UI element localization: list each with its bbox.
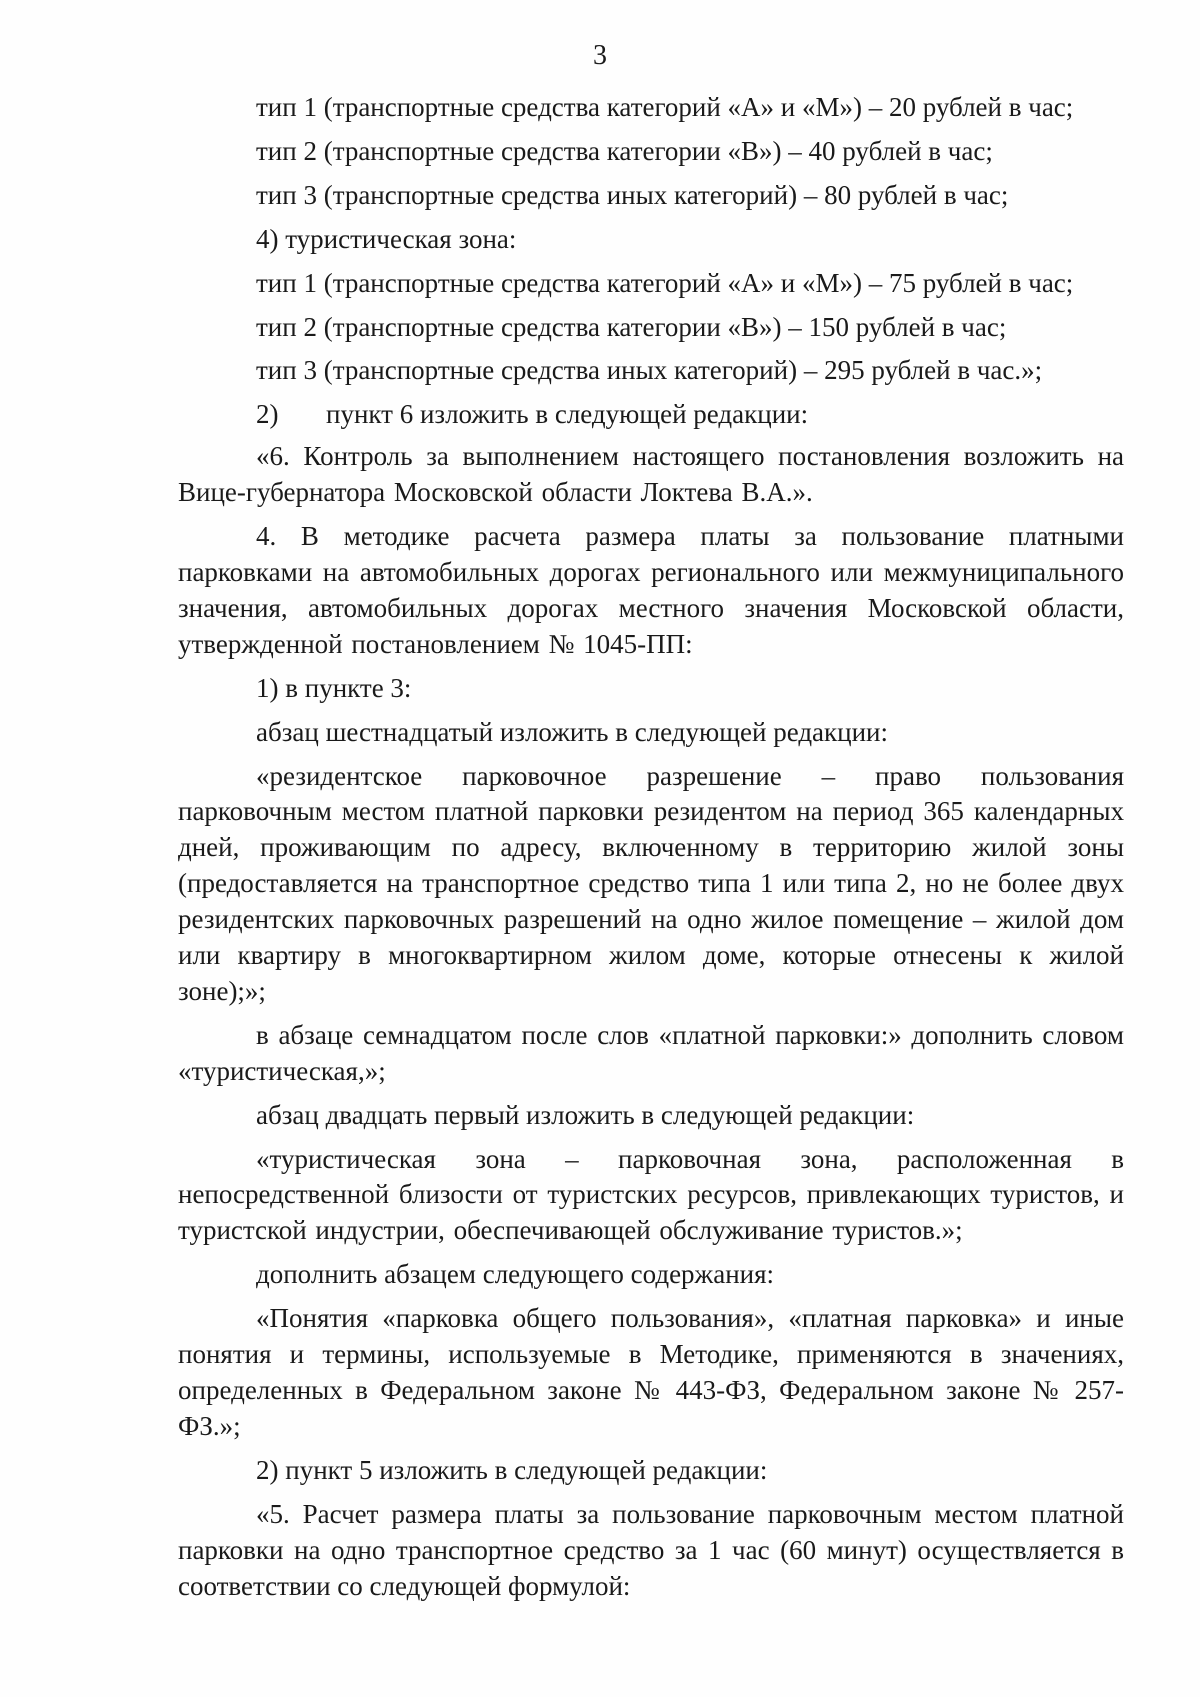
paragraph: тип 3 (транспортные средства иных категорий) – 295 рублей в час.»; bbox=[256, 355, 1043, 386]
paragraph: 1) в пункте 3: bbox=[256, 672, 412, 703]
paragraph: тип 2 (транспортные средства категории «В») – 150 рублей в час; bbox=[256, 311, 1007, 342]
paragraph: тип 1 (транспортные средства категорий «А» и «М») – 20 рублей в час; bbox=[256, 92, 1074, 122]
paragraph: «резидентское парковочное разрешение – право пользования парковочным местом платной парковки резидентом на период 365 календарных дней, проживающим по адресу, включенному в территорию жилой зоны (предоставляется на транспортное средство типа 1 или типа 2, но не более двух резидентских парковочных разрешений на одно жилое помещение – жилой дом или квартиру в многоквартирном жилом доме, которые отнесены к жилой зоне);»; bbox=[178, 760, 1124, 1006]
document-body bbox=[178, 90, 1124, 1612]
paragraph: 4. В методике расчета размера платы за пользование платными парковками на автомобильных дорогах регионального или межмуниципального значения, автомобильных дорогах местного значения Московской области, утвержденной постановлением № 1045-ПП: bbox=[178, 521, 1124, 659]
paragraph: 2) пункт 5 изложить в следующей редакции: bbox=[256, 1454, 768, 1485]
paragraph: дополнить абзацем следующего содержания: bbox=[256, 1259, 775, 1290]
list-item bbox=[178, 397, 1124, 433]
paragraph: «6. Контроль за выполнением настоящего постановления возложить на Вице-губернатора Московской области Локтева В.А.». bbox=[178, 441, 1124, 508]
paragraph: тип 3 (транспортные средства иных категорий) – 80 рублей в час; bbox=[256, 179, 1009, 210]
paragraph: абзац двадцать первый изложить в следующей редакции: bbox=[256, 1099, 915, 1130]
item-number: 2) bbox=[256, 399, 279, 430]
paragraph: абзац шестнадцатый изложить в следующей редакции: bbox=[256, 716, 889, 747]
page-number: 3 bbox=[593, 40, 607, 71]
paragraph: тип 2 (транспортные средства категории «В») – 40 рублей в час; bbox=[256, 135, 993, 166]
paragraph: в абзаце семнадцатом после слов «платной парковки:» дополнить словом «туристическая,»; bbox=[178, 1019, 1124, 1086]
paragraph: 4) туристическая зона: bbox=[256, 223, 517, 254]
paragraph: «туристическая зона – парковочная зона, расположенная в непосредственной близости от туристских ресурсов, привлекающих туристов, и туристской индустрии, обеспечивающей обслуживание туристов.»; bbox=[178, 1143, 1124, 1246]
item-text: пункт 6 изложить в следующей редакции: bbox=[326, 399, 809, 430]
paragraph: «Понятия «парковка общего пользования», «платная парковка» и иные понятия и термины, используемые в Методике, применяются в значениях, определенных в Федеральном законе № 443-ФЗ, Федеральном законе № 257-ФЗ.»; bbox=[178, 1303, 1124, 1441]
paragraph: «5. Расчет размера платы за пользование парковочным местом платной парковки на одно транспортное средство за 1 час (60 минут) осуществляется в соответствии со следующей формулой: bbox=[178, 1498, 1124, 1601]
paragraph: тип 1 (транспортные средства категорий «А» и «М») – 75 рублей в час; bbox=[256, 267, 1074, 298]
